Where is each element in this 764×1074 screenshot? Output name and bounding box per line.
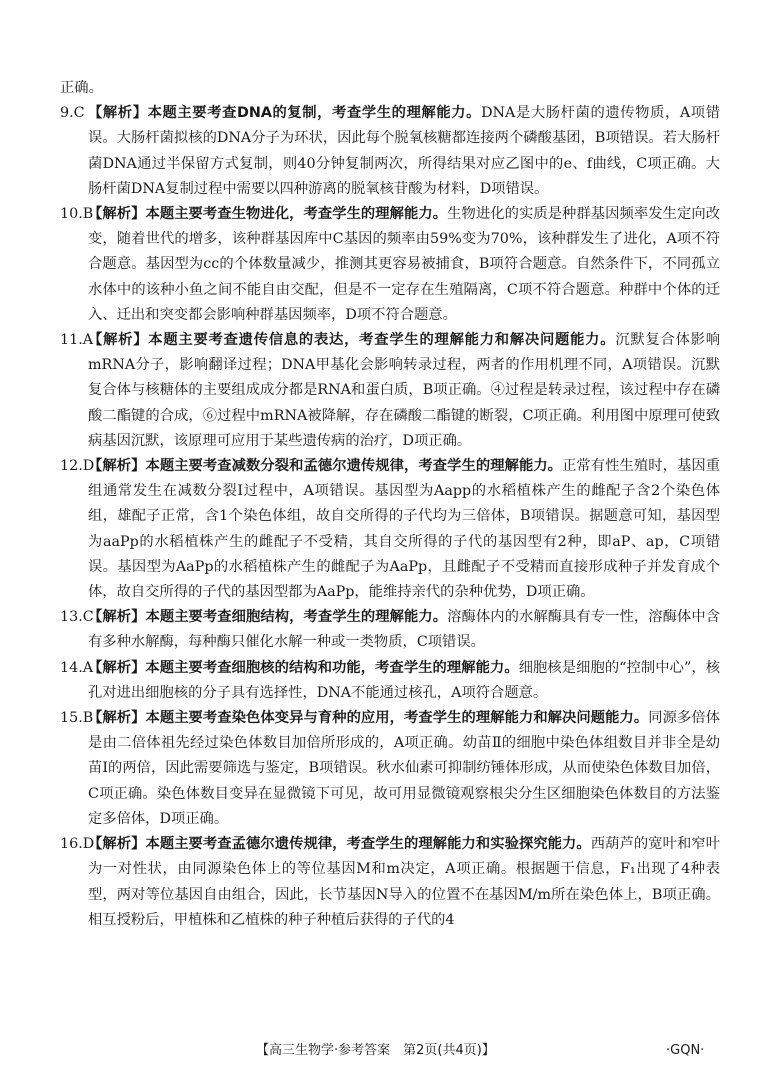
analysis-heading: 【解析】本题主要考查生物进化，考查学生的理解能力。 — [88, 206, 448, 223]
answer-number: 9.C — [60, 105, 85, 122]
analysis-text: 细胞核是细胞的“控制中心”，核孔对进出细胞核的分子具有选择性，DNA不能通过核孔，A项符合题意。 — [88, 659, 720, 701]
analysis-heading: 【解析】本题主要考查细胞核的结构和功能，考查学生的理解能力。 — [88, 659, 519, 676]
answer-item — [60, 656, 720, 706]
answer-item — [60, 454, 720, 605]
footer-title: 【高三生物学·参考答案 第2页(共4页)】 — [256, 1043, 495, 1058]
answer-number: 13.C — [60, 609, 94, 626]
continued-fragment: 正确。 — [60, 80, 103, 96]
analysis-text: 正常有性生殖时，基因重组通常发生在减数分裂Ⅰ过程中，A项错误。基因型为Aapp的水稻植株产生的雌配子含2个染色体组，雄配子正常，含1个染色体组，故自交所得的子代均为三倍体，B项错误。据题意可知，基因型为aaPp的水稻植株产生的雌配子不受精，其自交所得的子代的基因型有2种，即aP、ap，C项错误。基因型为AaPp的水稻植株产生的雌配子为AaPp，且雌配子不受精而直接形成种子并发育成个体，故自交所得的子代的基因型都为AaPp，能维持亲代的杂种优势，D项正确。 — [88, 458, 721, 601]
answer-item — [60, 706, 720, 832]
analysis-heading: 【解析】本题主要考查孟德尔遗传规律，考查学生的理解能力和实验探究能力。 — [88, 836, 591, 853]
answer-number: 11.A — [60, 332, 94, 349]
analysis-text: 生物进化的实质是种群基因频率发生定向改变，随着世代的增多，该种群基因库中C基因的频率由59%变为70%，该种群发生了进化，A项不符合题意。基因型为cc的个体数量减少，推测其更容易被捕食，B项符合题意。自然条件下，不同孤立水体中的该种小鱼之间不能自由交配，但是不一定存在生殖隔离，C项不符合题意。种群中个体的迁入、迁出和突变都会影响种群基因频率，D项不符合题意。 — [88, 206, 721, 323]
answer-number: 12.D — [60, 458, 95, 475]
answer-number: 15.B — [60, 710, 94, 727]
analysis-heading: 【解析】本题主要考查减数分裂和孟德尔遗传规律，考查学生的理解能力。 — [88, 458, 563, 475]
answer-item — [60, 101, 720, 202]
analysis-heading: 【解析】本题主要考查遗传信息的表达，考查学生的理解能力和解决问题能力。 — [88, 332, 616, 349]
footer-code: ·GQN· — [666, 1043, 705, 1058]
answer-list — [60, 101, 720, 933]
analysis-heading: 【解析】本题主要考查细胞结构，考查学生的理解能力。 — [88, 609, 448, 626]
answer-item — [60, 605, 720, 655]
analysis-text: 同源多倍体是由二倍体祖先经过染色体数目加倍所形成的，A项正确。幼苗Ⅱ的细胞中染色体组数目并非全是幼苗Ⅰ的两倍，因此需要筛选与鉴定，B项错误。秋水仙素可抑制纺锤体形成，从而使染色体数目加倍，C项正确。染色体数目变异在显微镜下可见，故可用显微镜观察根尖分生区细胞染色体数目的方法鉴定多倍体，D项正确。 — [88, 710, 721, 827]
answer-item — [60, 832, 720, 933]
analysis-text: 沉默复合体影响mRNA分子，影响翻译过程；DNA甲基化会影响转录过程，两者的作用机理不同，A项错误。沉默复合体与核糖体的主要组成成分都是RNA和蛋白质，B项正确。④过程是转录过程，该过程中存在磷酸二酯键的合成，⑥过程中mRNA被降解，存在磷酸二酯键的断裂，C项正确。利用图中原理可使致病基因沉默，该原理可应用于某些遗传病的治疗，D项正确。 — [88, 332, 721, 449]
analysis-heading: 【解析】本题主要考查DNA的复制，考查学生的理解能力。 — [88, 105, 482, 122]
answer-item — [60, 202, 720, 328]
answer-key-body — [60, 76, 720, 933]
answer-number: 14.A — [60, 659, 94, 676]
answer-item — [60, 328, 720, 454]
analysis-text: DNA是大肠杆菌的遗传物质，A项错误。大肠杆菌拟核的DNA分子为环状，因此每个脱氧核糖都连接两个磷酸基团，B项错误。若大肠杆菌DNA通过半保留方式复制，则40分钟复制两次，所得结果对应乙图中的e、f曲线，C项正确。大肠杆菌DNA复制过程中需要以四种游离的脱氧核苷酸为材料，D项错误。 — [88, 105, 720, 197]
analysis-heading: 【解析】本题主要考查染色体变异与育种的应用，考查学生的理解能力和解决问题能力。 — [88, 710, 649, 727]
analysis-text: 溶酶体内的水解酶具有专一性，溶酶体中含有多种水解酶，每种酶只催化水解一种或一类物质，C项错误。 — [88, 609, 721, 651]
analysis-text: 西葫芦的宽叶和窄叶为一对性状，由同源染色体上的等位基因M和m决定，A项正确。根据题干信息，F₁出现了4种表型，两对等位基因自由组合，因此，长节基因N导入的位置不在基因M/m所在染色体上，B项正确。相互授粉后，甲植株和乙植株的种子种植后获得的子代的4 — [88, 836, 720, 928]
answer-number: 10.B — [60, 206, 94, 223]
answer-number: 16.D — [60, 836, 95, 853]
